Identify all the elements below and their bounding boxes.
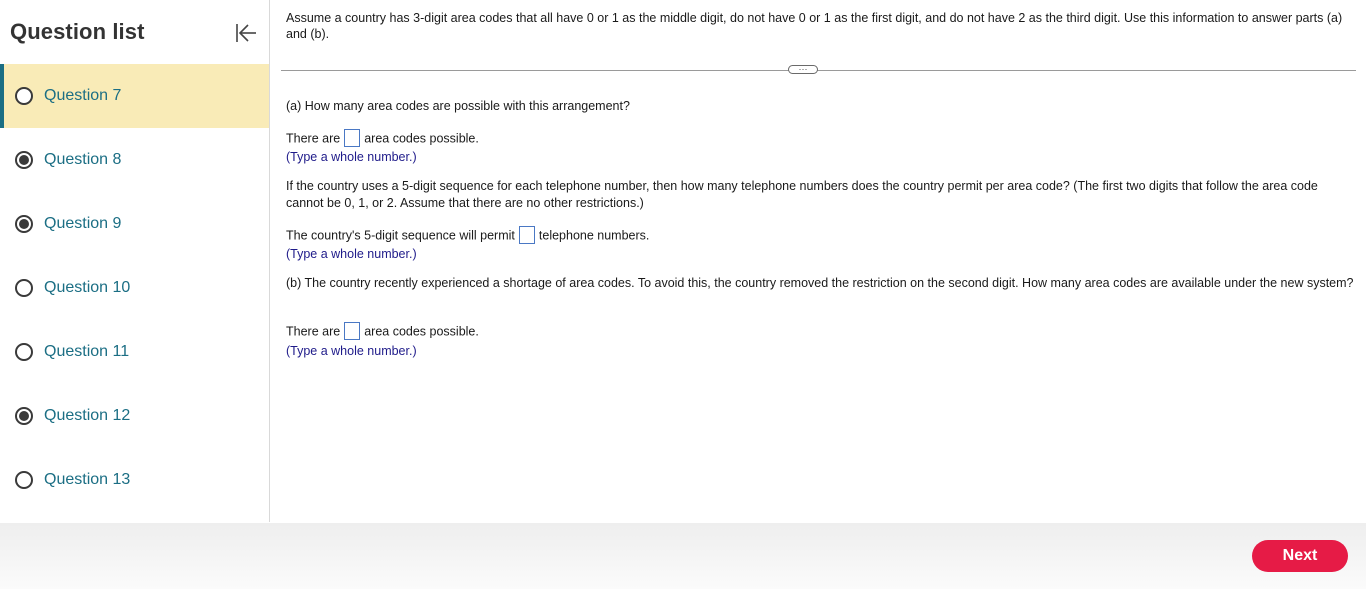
question-label: Question 12 (44, 407, 131, 424)
question-item-9[interactable] (0, 192, 269, 256)
question-item-10[interactable] (0, 256, 269, 320)
new-area-codes-answer-input[interactable] (344, 322, 360, 340)
question-status-icon (15, 471, 33, 489)
more-icon: ··· (798, 64, 808, 74)
question-intro: Assume a country has 3-digit area codes that all have 0 or 1 as the middle digit, do not have 0 or 1 as the first digit, and do not have 2 as the third digit. Use this information to answer parts (a) and (b). (286, 11, 1343, 41)
answer-suffix: area codes possible. (364, 324, 479, 339)
part-a-hint: (Type a whole number.) (286, 150, 417, 164)
answer-suffix: telephone numbers. (538, 228, 650, 243)
question-status-icon (15, 279, 33, 297)
part-a-prompt: (a) How many area codes are possible with this arrangement? (286, 99, 630, 113)
answer-suffix: area codes possible. (364, 131, 479, 146)
answer-prefix: There are (286, 131, 341, 146)
question-list-sidebar (0, 0, 270, 522)
part-a2-answer-line (286, 227, 649, 245)
question-label: Question 9 (44, 215, 122, 232)
question-item-8[interactable] (0, 128, 269, 192)
collapse-left-icon (234, 22, 258, 44)
sidebar-title: Question list (10, 19, 145, 44)
question-label: Question 11 (44, 343, 130, 360)
answer-prefix: The country's 5-digit sequence will permit (286, 228, 515, 243)
question-item-13[interactable] (0, 448, 269, 512)
sidebar-header (0, 0, 269, 64)
question-completed-icon (15, 151, 33, 169)
part-b-hint: (Type a whole number.) (286, 344, 417, 358)
part-b-answer-line (286, 323, 479, 341)
footer-bar (0, 523, 1366, 589)
question-content (270, 0, 1366, 522)
expand-more-button[interactable] (788, 65, 818, 74)
question-label: Question 10 (44, 279, 131, 296)
answer-prefix: There are (286, 324, 341, 339)
part-a-answer-line (286, 130, 479, 148)
part-a2-prompt: If the country uses a 5-digit sequence for each telephone number, then how many telephone numbers does the country permit per area code? (The first two digits that follow the area code cannot be 0, 1, or 2. Assume that there are no other restrictions.) (286, 179, 1318, 210)
question-label: Question 7 (44, 87, 122, 104)
next-button[interactable]: Next (1252, 540, 1348, 572)
question-item-12[interactable] (0, 384, 269, 448)
question-status-icon (15, 343, 33, 361)
telephone-numbers-answer-input[interactable] (519, 226, 535, 244)
section-divider (281, 70, 1356, 71)
area-codes-answer-input[interactable] (344, 129, 360, 147)
part-b-prompt: (b) The country recently experienced a shortage of area codes. To avoid this, the country removed the restriction on the second digit. How many area codes are available under the new system? (286, 276, 1354, 290)
part-a2-hint: (Type a whole number.) (286, 247, 417, 261)
question-label: Question 13 (44, 471, 131, 488)
collapse-sidebar-button[interactable] (232, 20, 260, 46)
question-item-11[interactable] (0, 320, 269, 384)
question-completed-icon (15, 407, 33, 425)
question-completed-icon (15, 215, 33, 233)
question-status-icon (15, 87, 33, 105)
question-item-7[interactable] (0, 64, 269, 128)
question-label: Question 8 (44, 151, 122, 168)
